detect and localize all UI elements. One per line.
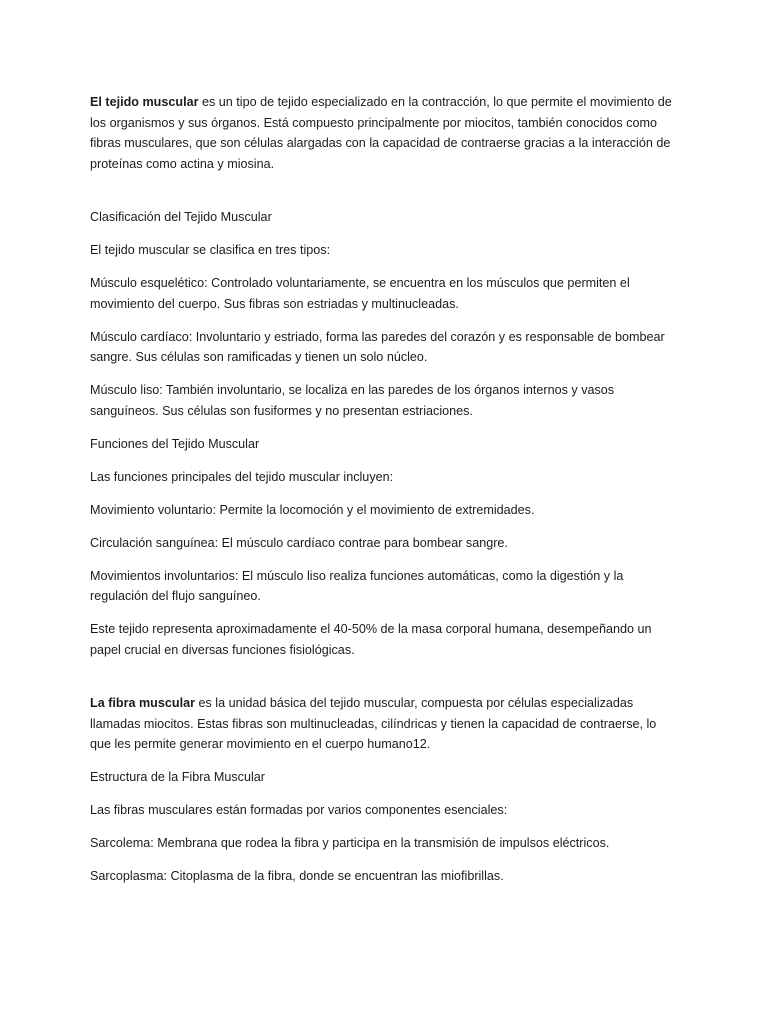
fibra-term: La fibra muscular xyxy=(90,696,195,710)
tipo-cardiaco: Músculo cardíaco: Involuntario y estriado, forma las paredes del corazón y es responsable de bombear sangre. Sus células son ramificadas y tienen un solo núcleo. xyxy=(90,329,665,364)
intro-term: El tejido muscular xyxy=(90,95,199,109)
intro-text: es un tipo de tejido especializado en la contracción, lo que permite el movimiento de los organismos y sus órganos. Está compuesto principalmente por miocitos, también conocidos como fibras musculares, que son células alargadas con la capacidad de contraerse gracias a la interacción de proteínas como actina y miosina. xyxy=(90,95,672,171)
masa-corporal-paragraph: Este tejido representa aproximadamente el 40-50% de la masa corporal humana, desempeñando un papel crucial en diversas funciones fisiológicas. xyxy=(90,622,652,657)
estructura-intro: Las fibras musculares están formadas por varios componentes esenciales: xyxy=(90,803,508,817)
funcion-involuntarios: Movimientos involuntarios: El músculo liso realiza funciones automáticas, como la digestión y la regulación del flujo sanguíneo. xyxy=(90,568,624,603)
tipo-liso: Músculo liso: También involuntario, se localiza en las paredes de los órganos internos y vasos sanguíneos. Sus células son fusiformes y no presentan estriaciones. xyxy=(90,383,615,418)
fibra-paragraph xyxy=(90,693,680,755)
sarcoplasma-item: Sarcoplasma: Citoplasma de la fibra, donde se encuentran las miofibrillas. xyxy=(90,869,504,883)
fibra-text: es la unidad básica del tejido muscular, compuesta por células especializadas llamadas miocitos. Estas fibras son multinucleadas, cilíndricas y tienen la capacidad de contraerse, lo que les permite generar movimiento en el cuerpo humano12. xyxy=(90,696,657,751)
clasificacion-intro: El tejido muscular se clasifica en tres tipos: xyxy=(90,243,331,257)
tipo-esqueletico: Músculo esquelético: Controlado voluntariamente, se encuentra en los músculos que permiten el movimiento del cuerpo. Sus fibras son estriadas y multinucleadas. xyxy=(90,276,630,311)
document-body xyxy=(90,92,680,899)
funcion-circulacion: Circulación sanguínea: El músculo cardíaco contrae para bombear sangre. xyxy=(90,535,508,550)
heading-funciones: Funciones del Tejido Muscular xyxy=(90,436,260,451)
funcion-voluntario: Movimiento voluntario: Permite la locomoción y el movimiento de extremidades. xyxy=(90,502,535,517)
funciones-intro: Las funciones principales del tejido muscular incluyen: xyxy=(90,469,394,484)
intro-paragraph xyxy=(90,92,680,174)
sarcolema-item: Sarcolema: Membrana que rodea la fibra y participa en la transmisión de impulsos eléctricos. xyxy=(90,836,610,850)
heading-estructura: Estructura de la Fibra Muscular xyxy=(90,770,265,784)
heading-clasificacion: Clasificación del Tejido Muscular xyxy=(90,210,272,224)
